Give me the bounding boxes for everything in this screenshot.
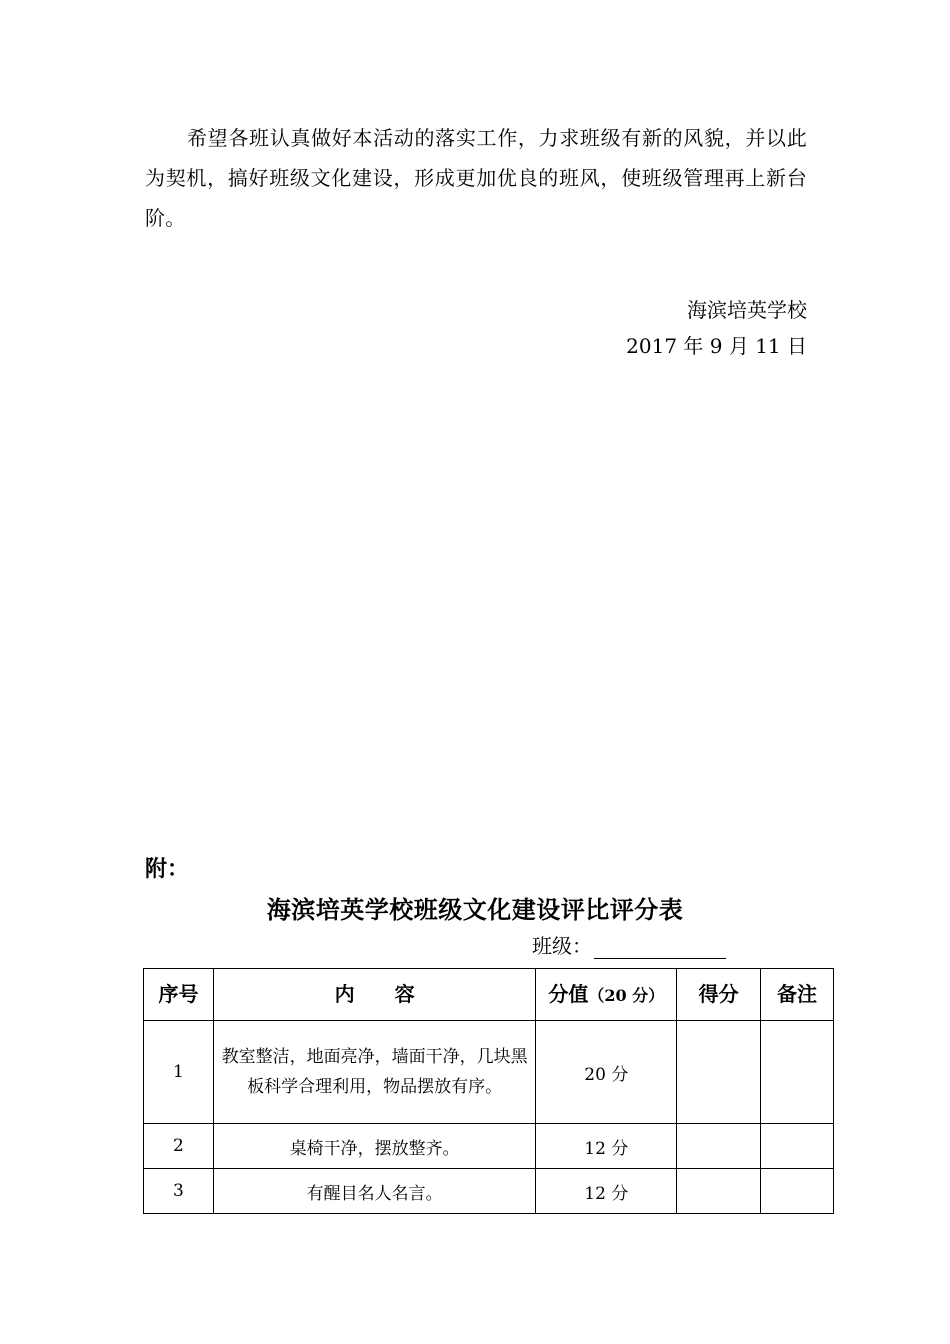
row-got[interactable] <box>677 1124 761 1169</box>
row-no: 2 <box>144 1124 214 1169</box>
form-title: 海滨培英学校班级文化建设评比评分表 <box>266 895 684 924</box>
notice-paragraph: 希望各班认真做好本活动的落实工作，力求班级有新的风貌，并以此为契机，搞好班级文化建设，形成更加优良的班风，使班级管理再上新台阶。 <box>145 126 807 230</box>
row-score: 12 分 <box>536 1124 677 1169</box>
table-row <box>144 1169 834 1214</box>
appendix-label: 附： <box>145 856 190 882</box>
row-got[interactable] <box>677 1169 761 1214</box>
class-blank-line <box>594 936 726 959</box>
header-note: 备注 <box>761 969 834 1021</box>
header-no: 序号 <box>144 969 214 1021</box>
score-table <box>143 968 834 1214</box>
header-score-unit: （20 分） <box>588 986 665 1005</box>
class-label: 班级： <box>532 934 592 958</box>
row-got[interactable] <box>677 1021 761 1124</box>
signature-block <box>626 292 807 364</box>
table-row <box>144 1021 834 1124</box>
row-note[interactable] <box>761 1169 834 1214</box>
row-no: 1 <box>144 1021 214 1124</box>
school-name: 海滨培英学校 <box>687 298 807 322</box>
row-note[interactable] <box>761 1124 834 1169</box>
table-row <box>144 1124 834 1169</box>
row-content: 教室整洁，地面亮净，墙面干净，几块黑板科学合理利用，物品摆放有序。 <box>213 1021 536 1124</box>
header-score <box>536 969 677 1021</box>
header-got: 得分 <box>677 969 761 1021</box>
row-note[interactable] <box>761 1021 834 1124</box>
row-score: 12 分 <box>536 1169 677 1214</box>
class-field <box>532 930 726 959</box>
header-content: 内 容 <box>213 969 536 1021</box>
row-content: 桌椅干净，摆放整齐。 <box>213 1124 536 1169</box>
row-no: 3 <box>144 1169 214 1214</box>
issue-date: 2017 年 9 月 11 日 <box>626 334 807 358</box>
header-score-label: 分值 <box>548 982 589 1006</box>
row-content: 有醒目名人名言。 <box>213 1169 536 1214</box>
row-score: 20 分 <box>536 1021 677 1124</box>
table-header-row <box>144 969 834 1021</box>
